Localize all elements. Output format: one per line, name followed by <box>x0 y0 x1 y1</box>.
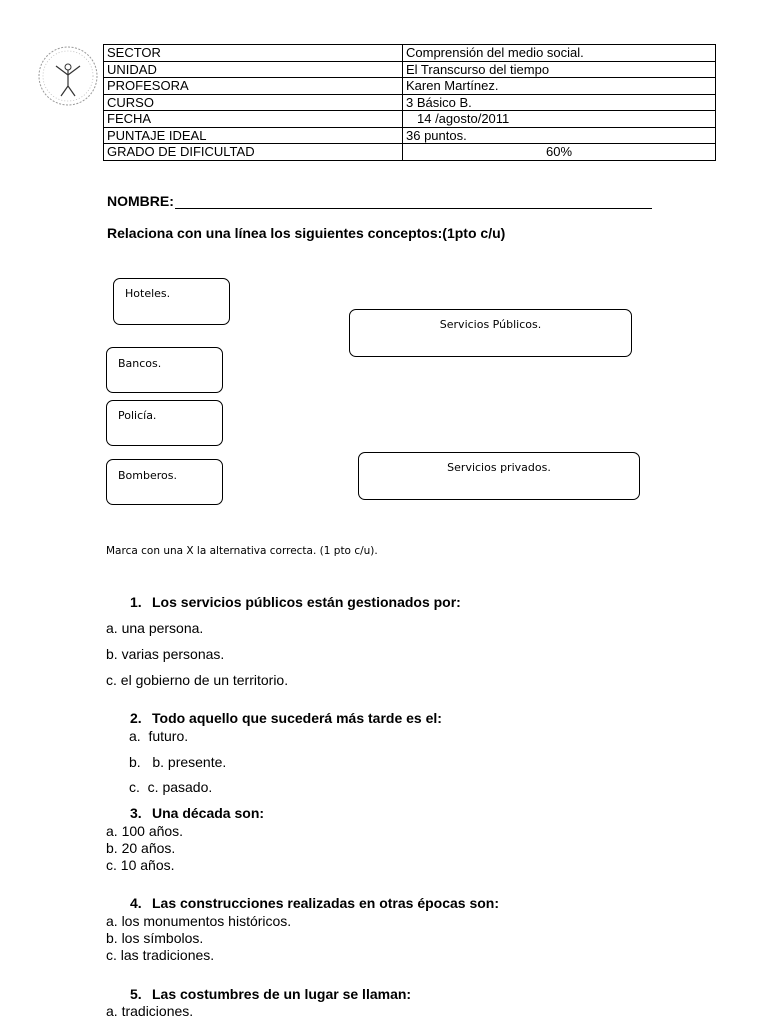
question-number: 2. <box>130 710 142 726</box>
concept-label: Policía. <box>118 409 157 422</box>
category-label: Servicios Públicos. <box>439 318 542 331</box>
table-row <box>104 94 716 111</box>
option[interactable]: a. los monumentos históricos. <box>106 913 292 929</box>
table-label: CURSO <box>104 94 403 111</box>
option[interactable]: a. tradiciones. <box>106 1003 194 1019</box>
info-table <box>103 44 716 161</box>
table-label: UNIDAD <box>104 61 403 78</box>
option[interactable]: b. 20 años. <box>106 840 176 856</box>
table-row <box>104 61 716 78</box>
option[interactable]: b. varias personas. <box>106 646 225 662</box>
concept-box-hoteles[interactable] <box>113 278 230 325</box>
concept-label: Bancos. <box>118 357 162 370</box>
question-text: Una década son: <box>152 805 265 821</box>
table-label: GRADO DE DIFICULTAD <box>104 144 403 161</box>
concept-box-bomberos[interactable] <box>106 459 223 505</box>
table-value: 60% <box>403 144 716 161</box>
table-label: PUNTAJE IDEAL <box>104 127 403 144</box>
concept-label: Hoteles. <box>125 287 171 300</box>
concept-box-bancos[interactable] <box>106 347 223 393</box>
question-number: 4. <box>130 895 142 911</box>
table-value: Karen Martínez. <box>403 78 716 95</box>
question-number: 1. <box>130 594 142 610</box>
option[interactable]: b. b. presente. <box>129 754 227 770</box>
question-number: 5. <box>130 986 142 1002</box>
table-row <box>104 144 716 161</box>
name-field[interactable] <box>107 193 652 209</box>
table-value: El Transcurso del tiempo <box>403 61 716 78</box>
question-2 <box>130 710 442 726</box>
question-text: Todo aquello que sucederá más tarde es el: <box>152 710 442 726</box>
question-3 <box>130 805 264 821</box>
school-logo <box>36 44 100 108</box>
category-label: Servicios privados. <box>447 461 551 474</box>
option[interactable]: c. c. pasado. <box>129 779 213 795</box>
option[interactable]: a. 100 años. <box>106 823 184 839</box>
table-label: SECTOR <box>104 45 403 62</box>
matching-instruction: Relaciona con una línea los siguientes conceptos:(1pto c/u) <box>107 225 506 241</box>
table-value: Comprensión del medio social. <box>403 45 716 62</box>
question-4 <box>130 895 499 911</box>
option[interactable]: c. el gobierno de un territorio. <box>106 672 289 688</box>
multiple-choice-instruction: Marca con una X la alternativa correcta. (1 pto c/u). <box>106 545 378 557</box>
name-label: NOMBRE: <box>107 193 174 209</box>
option[interactable]: a. una persona. <box>106 620 204 636</box>
question-number: 3. <box>130 805 142 821</box>
table-value: 14 /agosto/2011 <box>403 111 716 128</box>
option[interactable]: b. los símbolos. <box>106 930 204 946</box>
question-5 <box>130 986 411 1002</box>
option[interactable]: a. futuro. <box>129 728 189 744</box>
table-value: 36 puntos. <box>403 127 716 144</box>
name-line[interactable] <box>175 194 652 209</box>
category-box-publicos[interactable] <box>349 309 632 357</box>
table-label: PROFESORA <box>104 78 403 95</box>
question-text: Los servicios públicos están gestionados por: <box>152 594 461 610</box>
concept-label: Bomberos. <box>118 469 177 482</box>
category-box-privados[interactable] <box>358 452 640 500</box>
question-1 <box>130 594 461 610</box>
question-text: Las construcciones realizadas en otras épocas son: <box>152 895 500 911</box>
table-row <box>104 127 716 144</box>
table-value: 3 Básico B. <box>403 94 716 111</box>
option[interactable]: c. 10 años. <box>106 857 175 873</box>
concept-box-policia[interactable] <box>106 400 223 446</box>
table-row <box>104 111 716 128</box>
table-label: FECHA <box>104 111 403 128</box>
option[interactable]: c. las tradiciones. <box>106 947 215 963</box>
question-text: Las costumbres de un lugar se llaman: <box>152 986 412 1002</box>
table-row <box>104 78 716 95</box>
table-row <box>104 45 716 62</box>
